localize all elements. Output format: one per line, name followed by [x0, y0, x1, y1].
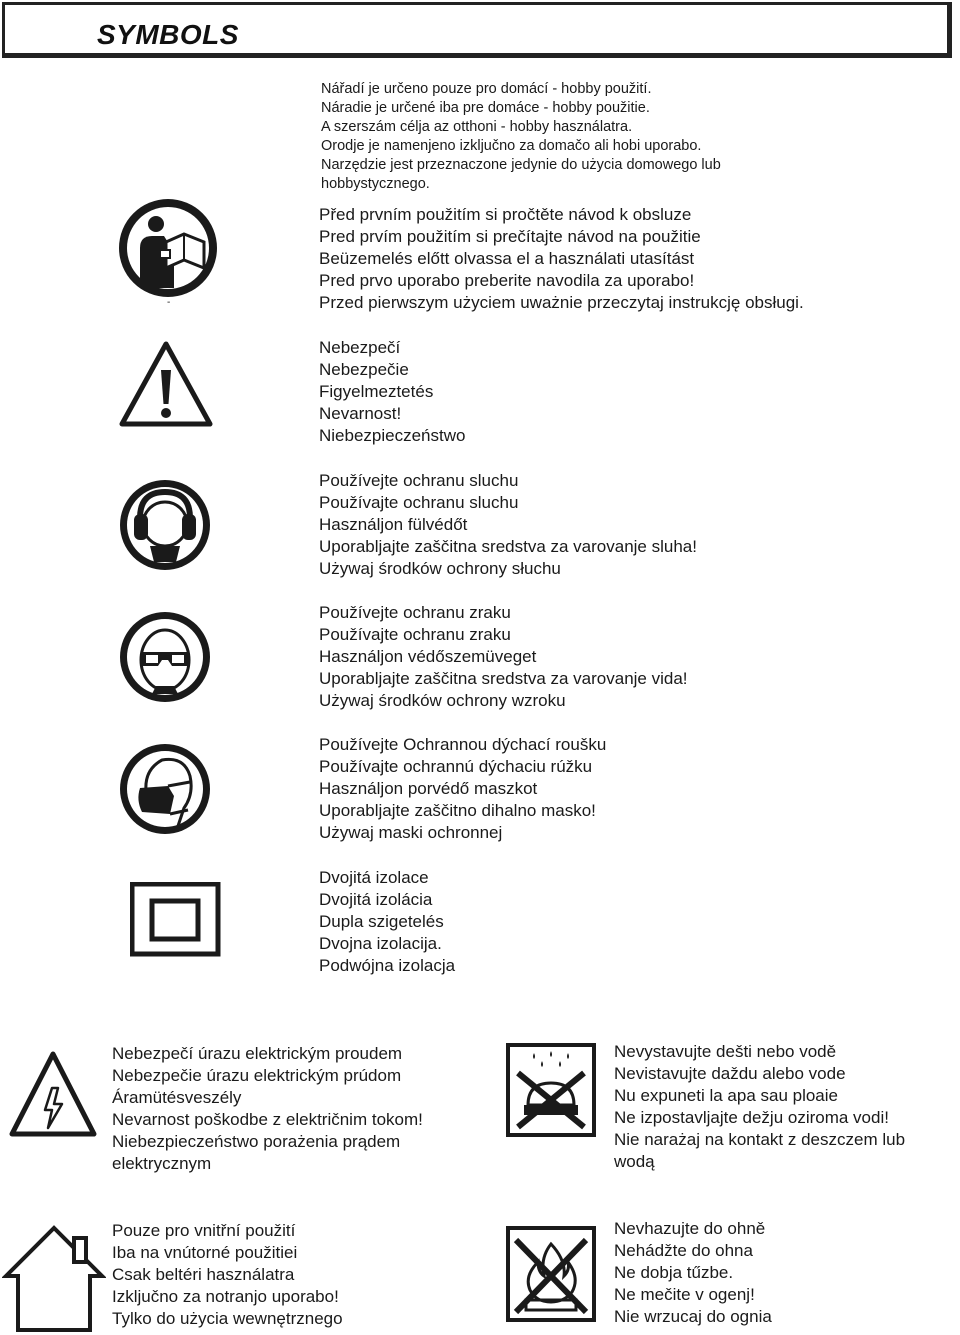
eye-protection-icon	[118, 610, 212, 704]
insulation-text	[319, 867, 455, 977]
text-line: Nebezpečí úrazu elektrickým proudem	[112, 1044, 403, 1063]
text-line: Nevistavujte daždu alebo vode	[614, 1064, 846, 1083]
text-line: Pred prvo uporabo preberite navodila za uporabo!	[319, 271, 695, 290]
no-fire-icon	[506, 1226, 596, 1322]
text-line: elektrycznym	[112, 1154, 212, 1173]
text-line: Dvojna izolacija.	[319, 934, 442, 953]
read-manual-icon	[116, 196, 220, 300]
text-line: Csak beltéri használatra	[112, 1265, 295, 1284]
text-line: Używaj środków ochrony wzroku	[319, 691, 566, 710]
header-box	[2, 2, 952, 58]
text-line: Dvojitá izolace	[319, 868, 429, 887]
manual-mark: -	[167, 297, 171, 308]
text-line: Nebezpečí	[319, 338, 401, 357]
text-line: Před prvním použitím si pročtěte návod k obsluze	[319, 205, 692, 224]
text-line: Uporabljajte zaščitno dihalno masko!	[319, 801, 596, 820]
text-line: Izključno za notranjo uporabo!	[112, 1287, 339, 1306]
hobby-use-text	[321, 80, 721, 194]
text-line: Používejte ochranu zraku	[319, 603, 511, 622]
indoor-text	[112, 1220, 343, 1330]
text-line: Nevarnost!	[319, 404, 402, 423]
text-line: Dvojitá izolácia	[319, 890, 433, 909]
text-line: Używaj środków ochrony słuchu	[319, 559, 561, 578]
text-line: Használjon védőszemüveget	[319, 647, 537, 666]
text-line: hobbystycznego.	[321, 176, 430, 192]
text-line: Nie wrzucaj do ognia	[614, 1307, 772, 1326]
text-line: Ne mečite v ogenj!	[614, 1285, 755, 1304]
text-line: wodą	[614, 1152, 655, 1171]
text-line: Nebezpečie úrazu elektrickým prúdom	[112, 1066, 402, 1085]
text-line: Używaj maski ochronnej	[319, 823, 503, 842]
mask-text	[319, 734, 606, 844]
text-line: A szerszám célja az otthoni - hobby használatra.	[321, 119, 633, 135]
text-line: Ne izpostavljajte dežju oziroma vodi!	[614, 1108, 889, 1127]
no-rain-icon	[506, 1043, 596, 1137]
text-line: Használjon porvédő maszkot	[319, 779, 538, 798]
text-line: Figyelmeztetés	[319, 382, 434, 401]
text-line: Podwójna izolacja	[319, 956, 456, 975]
text-line: Používajte ochranu sluchu	[319, 493, 519, 512]
text-line: Nebezpečie	[319, 360, 409, 379]
text-line: Nevhazujte do ohně	[614, 1219, 766, 1238]
text-line: Používejte ochranu sluchu	[319, 471, 519, 490]
text-line: Uporabljajte zaščitna sredstva za varovanje vida!	[319, 669, 688, 688]
eyes-text	[319, 602, 688, 712]
text-line: Narzędzie jest przeznaczone jedynie do użycia domowego lub	[321, 157, 721, 173]
text-line: Áramütésveszély	[112, 1088, 242, 1107]
text-line: Niebezpieczeństwo	[319, 426, 466, 445]
text-line: Nu expuneti la apa sau ploaie	[614, 1086, 838, 1105]
text-line: Používejte Ochrannou dýchací roušku	[319, 735, 607, 754]
text-line: Pred prvím použitím si prečítajte návod na použitie	[319, 227, 701, 246]
ear-protection-icon	[118, 478, 212, 572]
fire-text	[614, 1218, 772, 1328]
danger-text	[319, 337, 465, 447]
text-line: Nie narażaj na kontakt z deszczem lub	[614, 1130, 906, 1149]
hearing-text	[319, 470, 697, 580]
text-line: Niebezpieczeństwo porażenia prądem	[112, 1132, 401, 1151]
text-line: Tylko do użycia wewnętrznego	[112, 1309, 343, 1328]
text-line: Dupla szigetelés	[319, 912, 444, 931]
text-line: Ne dobja tűzbe.	[614, 1263, 734, 1282]
text-line: Nevystavujte dešti nebo vodě	[614, 1042, 837, 1061]
text-line: Iba na vnútorné použitiei	[112, 1243, 298, 1262]
indoor-use-icon	[2, 1220, 106, 1334]
warning-icon	[118, 340, 214, 428]
rain-text	[614, 1041, 905, 1173]
text-line: Használjon fülvédőt	[319, 515, 468, 534]
dust-mask-icon	[118, 742, 212, 836]
text-line: Orodje je namenjeno izključno za domačo ali hobi uporabo.	[321, 138, 702, 154]
double-insulation-icon	[130, 882, 222, 958]
text-line: Uporabljajte zaščitna sredstva za varovanje sluha!	[319, 537, 697, 556]
electric-text	[112, 1043, 423, 1175]
text-line: Nářadí je určeno pouze pro domácí - hobby použití.	[321, 81, 652, 97]
text-line: Przed pierwszym użyciem uważnie przeczytaj instrukcję obsługi.	[319, 293, 804, 312]
text-line: Pouze pro vnitřní použití	[112, 1221, 296, 1240]
text-line: Používajte ochrannú dýchaciu rúžku	[319, 757, 593, 776]
text-line: Beüzemelés előtt olvassa el a használati utasítást	[319, 249, 695, 268]
page-title: SYMBOLS	[97, 19, 239, 50]
electric-shock-icon	[8, 1050, 98, 1146]
text-line: Používajte ochranu zraku	[319, 625, 511, 644]
manual-text	[319, 204, 804, 314]
text-line: Nevarnost poškodbe z električnim tokom!	[112, 1110, 423, 1129]
text-line: Nehádžte do ohna	[614, 1241, 753, 1260]
text-line: Náradie je určené iba pre domáce - hobby použitie.	[321, 100, 650, 116]
